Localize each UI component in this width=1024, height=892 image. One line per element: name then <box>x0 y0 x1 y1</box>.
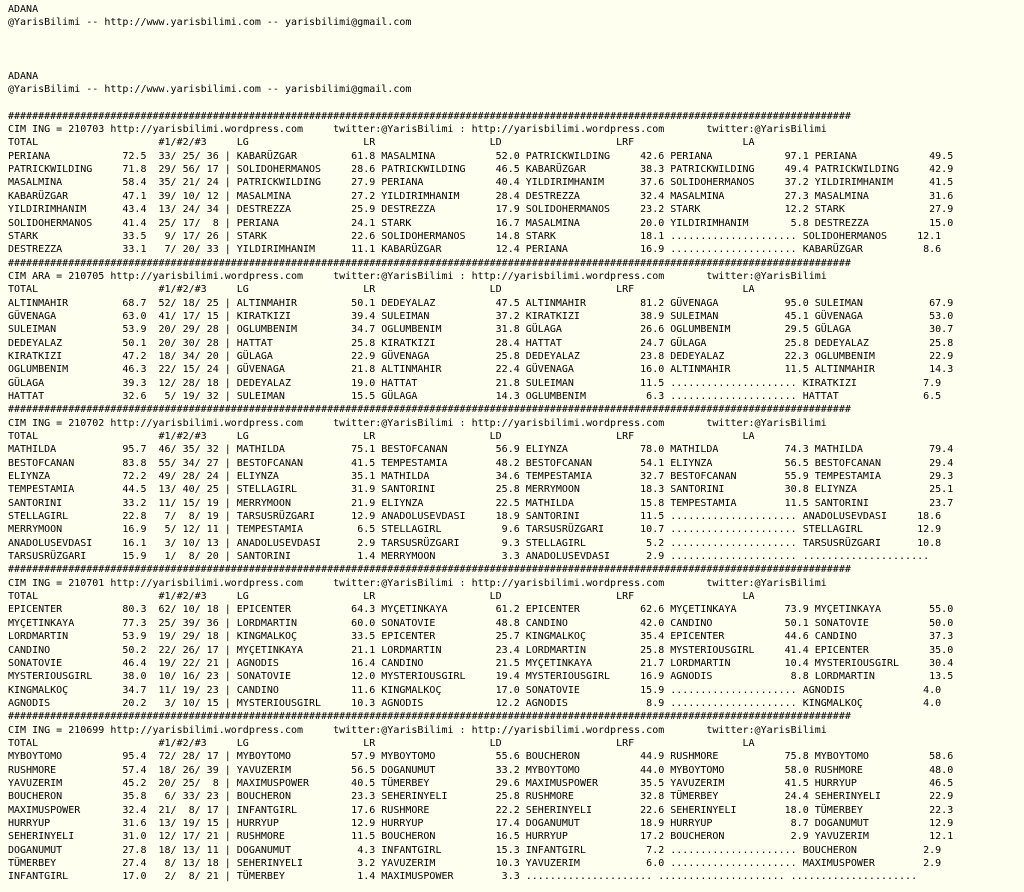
table-row: MERRYMOON 16.9 5/ 12/ 11 | TEMPESTAMIA 6.5 STELLAGIRL 9.6 TARSUSRÜZGARI 10.7 ..................... STELLAGIRL 12.9 <box>8 524 942 536</box>
table-row: DESTREZZA 33.1 7/ 20/ 33 | YILDIRIMHANIM 11.1 KABARÜZGAR 12.4 PERIANA 16.9 ..................... KABARÜZGAR 8.6 <box>8 244 942 256</box>
table-row: INFANTGIRL 17.0 2/ 8/ 21 | TÜMERBEY 1.4 MAXIMUSPOWER 3.3 ..................... ..................... ..................... <box>8 871 918 883</box>
blank-line <box>8 96 1024 109</box>
race-title: CIM ING = 210699 http://yarisbilimi.wordpress.com twitter:@YarisBilimi : http://yarisbilimi.wordpress.com twitter:@YarisBilimi <box>8 724 827 736</box>
table-row: LORDMARTIN 53.9 19/ 29/ 18 | KINGMALKOÇ 33.5 EPICENTER 25.7 KINGMALKOÇ 35.4 EPICENTER 44.6 CANDINO 37.3 <box>8 631 954 643</box>
column-header: TOTAL #1/#2/#3 LG LR LD LRF LA <box>8 137 755 149</box>
table-row: YILDIRIMHANIM 43.4 13/ 24/ 34 | DESTREZZA 25.9 DESTREZZA 17.9 SOLIDOHERMANOS 23.2 STARK 12.2 STARK 27.9 <box>8 204 954 216</box>
race-title: CIM ING = 210703 http://yarisbilimi.wordpress.com twitter:@YarisBilimi : http://yarisbilimi.wordpress.com twitter:@YarisBilimi <box>8 124 827 136</box>
race-title: CIM ING = 210702 http://yarisbilimi.wordpress.com twitter:@YarisBilimi : http://yarisbilimi.wordpress.com twitter:@YarisBilimi <box>8 417 827 429</box>
table-row: CANDINO 50.2 22/ 26/ 17 | MYÇETINKAYA 21.1 LORDMARTIN 23.4 LORDMARTIN 25.8 MYSTERIOUSGIRL 41.4 EPICENTER 35.0 <box>8 644 954 656</box>
table-row: KABARÜZGAR 47.1 39/ 10/ 12 | MASALMINA 27.2 YILDIRIMHANIM 28.4 DESTREZZA 32.4 MASALMINA 27.3 MASALMINA 31.6 <box>8 190 954 202</box>
table-row: SOLIDOHERMANOS 41.4 25/ 17/ 8 | PERIANA 24.1 STARK 16.7 MASALMINA 20.0 YILDIRIMHANIM 5.8 DESTREZZA 15.0 <box>8 217 954 229</box>
table-row: SONATOVIE 46.4 19/ 22/ 21 | AGNODIS 16.4 CANDINO 21.5 MYÇETINKAYA 21.7 LORDMARTIN 10.4 MYSTERIOUSGIRL 30.4 <box>8 657 954 669</box>
table-row: GÜVENAGA 63.0 41/ 17/ 15 | KIRATKIZI 39.4 SULEIMAN 37.2 KIRATKIZI 38.9 SULEIMAN 45.1 GÜVENAGA 53.0 <box>8 310 954 322</box>
header-title: ADANA <box>8 4 39 15</box>
column-header: TOTAL #1/#2/#3 LG LR LD LRF LA <box>8 737 755 749</box>
race-sections <box>8 110 1024 884</box>
table-row: GÜLAGA 39.3 12/ 28/ 18 | DEDEYALAZ 19.0 HATTAT 21.8 SULEIMAN 11.5 ..................... KIRATKIZI 7.9 <box>8 377 942 389</box>
table-row: AGNODIS 20.2 3/ 10/ 15 | MYSTERIOUSGIRL 10.3 AGNODIS 12.2 AGNODIS 8.9 ..................... KINGMALKOÇ 4.0 <box>8 697 942 709</box>
table-row: BESTOFCANAN 83.8 55/ 34/ 27 | BESTOFCANAN 41.5 TEMPESTAMIA 48.2 BESTOFCANAN 54.1 ELIYNZA 56.5 BESTOFCANAN 29.4 <box>8 457 954 469</box>
table-row: ANADOLUSEVDASI 16.1 3/ 10/ 13 | ANADOLUSEVDASI 2.9 TARSUSRÜZGARI 9.3 STELLAGIRL 5.2 ..................... TARSUSRÜZGARI 10.8 <box>8 537 942 549</box>
table-row: MYBOYTOMO 95.4 72/ 28/ 17 | MYBOYTOMO 57.9 MYBOYTOMO 55.6 BOUCHERON 44.9 RUSHMORE 75.8 MYBOYTOMO 58.6 <box>8 751 954 763</box>
table-row: OGLUMBENIM 46.3 22/ 15/ 24 | GÜVENAGA 21.8 ALTINMAHIR 22.4 GÜVENAGA 16.0 ALTINMAHIR 11.5 ALTINMAHIR 14.3 <box>8 364 954 376</box>
table-row: EPICENTER 80.3 62/ 10/ 18 | EPICENTER 64.3 MYÇETINKAYA 61.2 EPICENTER 62.6 MYÇETINKAYA 73.9 MYÇETINKAYA 55.0 <box>8 604 954 616</box>
table-row: TEMPESTAMIA 44.5 13/ 40/ 25 | STELLAGIRL 31.9 SANTORINI 25.8 MERRYMOON 18.3 SANTORINI 30.8 ELIYNZA 25.1 <box>8 484 954 496</box>
table-row: MATHILDA 95.7 46/ 35/ 32 | MATHILDA 75.1 BESTOFCANAN 56.9 ELIYNZA 78.0 MATHILDA 74.3 MATHILDA 79.4 <box>8 444 954 456</box>
table-row: ELIYNZA 72.2 49/ 28/ 24 | ELIYNZA 35.1 MATHILDA 34.6 TEMPESTAMIA 32.7 BESTOFCANAN 55.9 TEMPESTAMIA 29.3 <box>8 471 954 483</box>
table-row: SANTORINI 33.2 11/ 15/ 19 | MERRYMOON 21.9 ELIYNZA 22.5 MATHILDA 15.8 TEMPESTAMIA 11.5 SANTORINI 23.7 <box>8 497 954 509</box>
table-row: BOUCHERON 35.8 6/ 33/ 23 | BOUCHERON 23.3 SEHERINYELI 25.8 RUSHMORE 32.8 TÜMERBEY 24.4 SEHERINYELI 22.9 <box>8 791 954 803</box>
column-header: TOTAL #1/#2/#3 LG LR LD LRF LA <box>8 284 755 296</box>
header-contact: @YarisBilimi -- http://www.yarisbilimi.com -- yarisbilimi@gmail.com <box>8 17 412 29</box>
separator-line: ############################################################################################################################################ <box>8 711 851 723</box>
table-row: ALTINMAHIR 68.7 52/ 18/ 25 | ALTINMAHIR 50.1 DEDEYALAZ 47.5 ALTINMAHIR 81.2 GÜVENAGA 95.0 SULEIMAN 67.9 <box>8 297 954 309</box>
table-row: RUSHMORE 57.4 18/ 26/ 39 | YAVUZERIM 56.5 DOGANUMUT 33.2 MYBOYTOMO 44.0 MYBOYTOMO 58.0 RUSHMORE 48.0 <box>8 764 954 776</box>
race-section <box>8 710 1024 883</box>
table-row: YAVUZERIM 45.2 20/ 25/ 8 | MAXIMUSPOWER 40.5 TÜMERBEY 29.6 MAXIMUSPOWER 35.5 YAVUZERIM 41.5 HURRYUP 46.5 <box>8 777 954 789</box>
race-section <box>8 563 1024 710</box>
blank-line <box>8 56 1024 69</box>
table-row: PERIANA 72.5 33/ 25/ 36 | KABARÜZGAR 61.8 MASALMINA 52.0 PATRICKWILDING 42.6 PERIANA 97.1 PERIANA 49.5 <box>8 150 954 162</box>
separator-line: ############################################################################################################################################ <box>8 564 851 576</box>
race-section <box>8 110 1024 257</box>
race-title: CIM ING = 210701 http://yarisbilimi.wordpress.com twitter:@YarisBilimi : http://yarisbilimi.wordpress.com twitter:@YarisBilimi <box>8 577 827 589</box>
separator-line: ############################################################################################################################################ <box>8 404 851 416</box>
separator-line: ############################################################################################################################################ <box>8 257 851 269</box>
table-row: STARK 33.5 9/ 17/ 26 | STARK 22.6 SOLIDOHERMANOS 14.8 STARK 18.1 ..................... SOLIDOHERMANOS 12.1 <box>8 230 942 242</box>
table-row: HATTAT 32.6 5/ 19/ 32 | SULEIMAN 15.5 GÜLAGA 14.3 OGLUMBENIM 6.3 ..................... HATTAT 6.5 <box>8 390 942 402</box>
table-row: MASALMINA 58.4 35/ 21/ 24 | PATRICKWILDING 27.9 PERIANA 40.4 YILDIRIMHANIM 37.6 SOLIDOHERMANOS 37.2 YILDIRIMHANIM 41.5 <box>8 177 954 189</box>
column-header: TOTAL #1/#2/#3 LG LR LD LRF LA <box>8 591 755 603</box>
race-section <box>8 257 1024 404</box>
race-section <box>8 403 1024 563</box>
table-row: MYÇETINKAYA 77.3 25/ 39/ 36 | LORDMARTIN 60.0 SONATOVIE 48.8 CANDINO 42.0 CANDINO 50.1 SONATOVIE 50.0 <box>8 617 954 629</box>
blank-line <box>8 43 1024 56</box>
table-row: PATRICKWILDING 71.8 29/ 56/ 17 | SOLIDOHERMANOS 28.6 PATRICKWILDING 46.5 KABARÜZGAR 38.3 PATRICKWILDING 49.4 PATRICKWILDING 42.9 <box>8 164 954 176</box>
table-row: HURRYUP 31.6 13/ 19/ 15 | HURRYUP 12.9 HURRYUP 17.4 DOGANUMUT 18.9 HURRYUP 8.7 DOGANUMUT 12.9 <box>8 817 954 829</box>
table-row: KINGMALKOÇ 34.7 11/ 19/ 23 | CANDINO 11.6 KINGMALKOÇ 17.0 SONATOVIE 15.9 ..................... AGNODIS 4.0 <box>8 684 942 696</box>
table-row: STELLAGIRL 22.8 7/ 8/ 19 | TARSUSRÜZGARI 12.9 ANADOLUSEVDASI 18.9 SANTORINI 11.5 ..................... ANADOLUSEVDASI 18.6 <box>8 511 942 523</box>
table-row: MAXIMUSPOWER 32.4 21/ 8/ 17 | INFANTGIRL 17.6 RUSHMORE 22.2 SEHERINYELI 22.6 SEHERINYELI 18.0 TÜMERBEY 22.3 <box>8 804 954 816</box>
table-row: KIRATKIZI 47.2 18/ 34/ 20 | GÜLAGA 22.9 GÜVENAGA 25.8 DEDEYALAZ 23.8 DEDEYALAZ 22.3 OGLUMBENIM 22.9 <box>8 350 954 362</box>
table-row: TÜMERBEY 27.4 8/ 13/ 18 | SEHERINYELI 3.2 YAVUZERIM 10.3 YAVUZERIM 6.0 ..................... MAXIMUSPOWER 2.9 <box>8 858 942 869</box>
table-row: MYSTERIOUSGIRL 38.0 10/ 16/ 23 | SONATOVIE 12.0 MYSTERIOUSGIRL 19.4 MYSTERIOUSGIRL 16.9 AGNODIS 8.8 LORDMARTIN 13.5 <box>8 671 954 683</box>
column-header: TOTAL #1/#2/#3 LG LR LD LRF LA <box>8 431 755 442</box>
table-row: DOGANUMUT 27.8 18/ 13/ 11 | DOGANUMUT 4.3 INFANTGIRL 15.3 INFANTGIRL 7.2 ..................... BOUCHERON 2.9 <box>8 844 942 856</box>
table-row: SULEIMAN 53.9 20/ 29/ 28 | OGLUMBENIM 34.7 OGLUMBENIM 31.8 GÜLAGA 26.6 OGLUMBENIM 29.5 GÜLAGA 30.7 <box>8 324 954 336</box>
header-contact-repeat: @YarisBilimi -- http://www.yarisbilimi.com -- yarisbilimi@gmail.com <box>8 84 412 96</box>
table-row: SEHERINYELI 31.0 12/ 17/ 21 | RUSHMORE 11.5 BOUCHERON 16.5 HURRYUP 17.2 BOUCHERON 2.9 YAVUZERIM 12.1 <box>8 831 954 843</box>
separator-line: ############################################################################################################################################ <box>8 110 851 122</box>
race-title: CIM ARA = 210705 http://yarisbilimi.wordpress.com twitter:@YarisBilimi : http://yarisbilimi.wordpress.com twitter:@YarisBilimi <box>8 270 827 282</box>
table-row: TARSUSRÜZGARI 15.9 1/ 8/ 20 | SANTORINI 1.4 MERRYMOON 3.3 ANADOLUSEVDASI 2.9 ..................... ..................... <box>8 551 930 563</box>
header-title-repeat: ADANA <box>8 70 39 82</box>
table-row: DEDEYALAZ 50.1 20/ 30/ 28 | HATTAT 25.8 KIRATKIZI 28.4 HATTAT 24.7 GÜLAGA 25.8 DEDEYALAZ 25.8 <box>8 337 954 349</box>
blank-line <box>8 30 1024 43</box>
